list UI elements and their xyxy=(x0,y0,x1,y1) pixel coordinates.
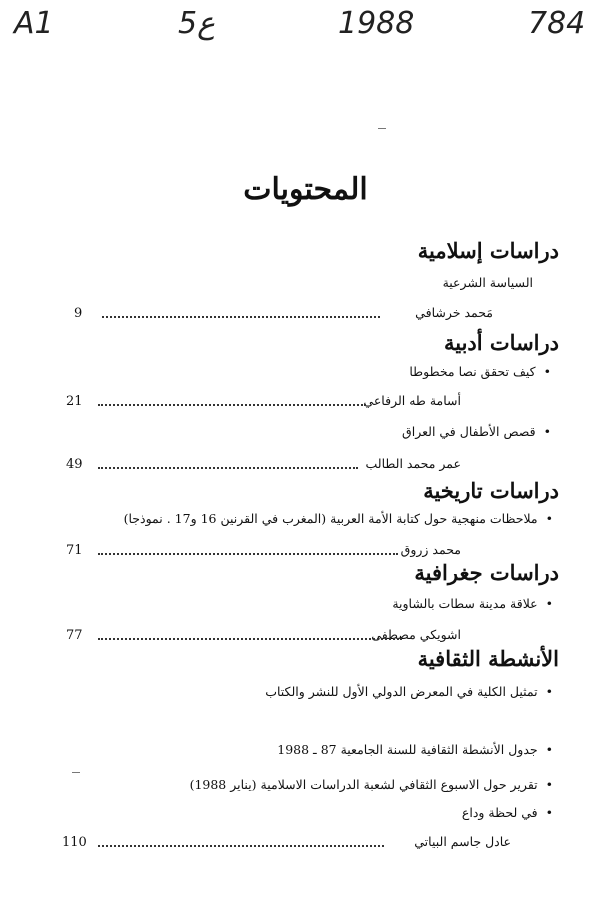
handwritten-code: A1 xyxy=(14,6,54,41)
page-number: 21 xyxy=(66,394,83,409)
section-heading-literary: دراسات أدبية xyxy=(443,330,559,355)
scan-speck xyxy=(72,772,80,773)
entry-title: • في لحظة وداع xyxy=(462,805,553,820)
dot-leader xyxy=(98,404,366,406)
page-number: 49 xyxy=(66,457,83,472)
handwritten-volume: 5ع xyxy=(178,6,215,41)
handwritten-year: 1988 xyxy=(338,6,415,41)
entry-author: عادل جاسم البياتي xyxy=(414,834,511,849)
page-number: 77 xyxy=(66,628,83,643)
page-number: 110 xyxy=(62,835,87,850)
entry-author: أسامة طه الرفاعي xyxy=(363,393,461,408)
entry-title: • ملاحظات منهجية حول كتابة الأمة العربية (المغرب في القرنين 16 و17 . نموذجا) xyxy=(124,511,553,526)
entry-title: • علاقة مدينة سطات بالشاوية xyxy=(392,596,553,611)
scan-speck xyxy=(378,128,386,129)
dot-leader xyxy=(98,638,402,640)
entry-title: • تمثيل الكلية في المعرض الدولي الأول للنشر والكتاب xyxy=(265,684,553,699)
entry-author: اشويكي مصطفى xyxy=(371,627,461,642)
dot-leader xyxy=(102,316,380,318)
dot-leader xyxy=(98,467,358,469)
entry-title: السياسة الشرعية xyxy=(442,275,533,290)
section-heading-historical: دراسات تاريخية xyxy=(423,478,559,503)
entry-author: مَحمد خرشافي xyxy=(415,305,493,320)
section-heading-geographical: دراسات جغرافية xyxy=(414,560,559,585)
handwritten-number: 784 xyxy=(528,6,586,41)
entry-author: عمر محمد الطالب xyxy=(365,456,461,471)
entry-title: • جدول الأنشطة الثقافية للسنة الجامعية 87 ـ 1988 xyxy=(277,742,553,757)
dot-leader xyxy=(98,845,384,847)
entry-title: • كيف تحقق نصا مخطوطا xyxy=(409,364,551,379)
entry-title: • تقرير حول الاسبوع الثقافي لشعبة الدراسات الاسلامية (يناير 1988) xyxy=(190,777,553,792)
entry-author: محمد زروق xyxy=(400,542,461,557)
page-title: المحتويات xyxy=(243,172,368,207)
entry-title: • قصص الأطفال في العراق xyxy=(402,424,551,439)
page-number: 71 xyxy=(66,543,83,558)
dot-leader xyxy=(98,553,398,555)
page-number: 9 xyxy=(74,306,83,321)
section-heading-islamic: دراسات إسلامية xyxy=(417,238,559,263)
section-heading-cultural: الأنشطة الثقافية xyxy=(417,646,559,671)
